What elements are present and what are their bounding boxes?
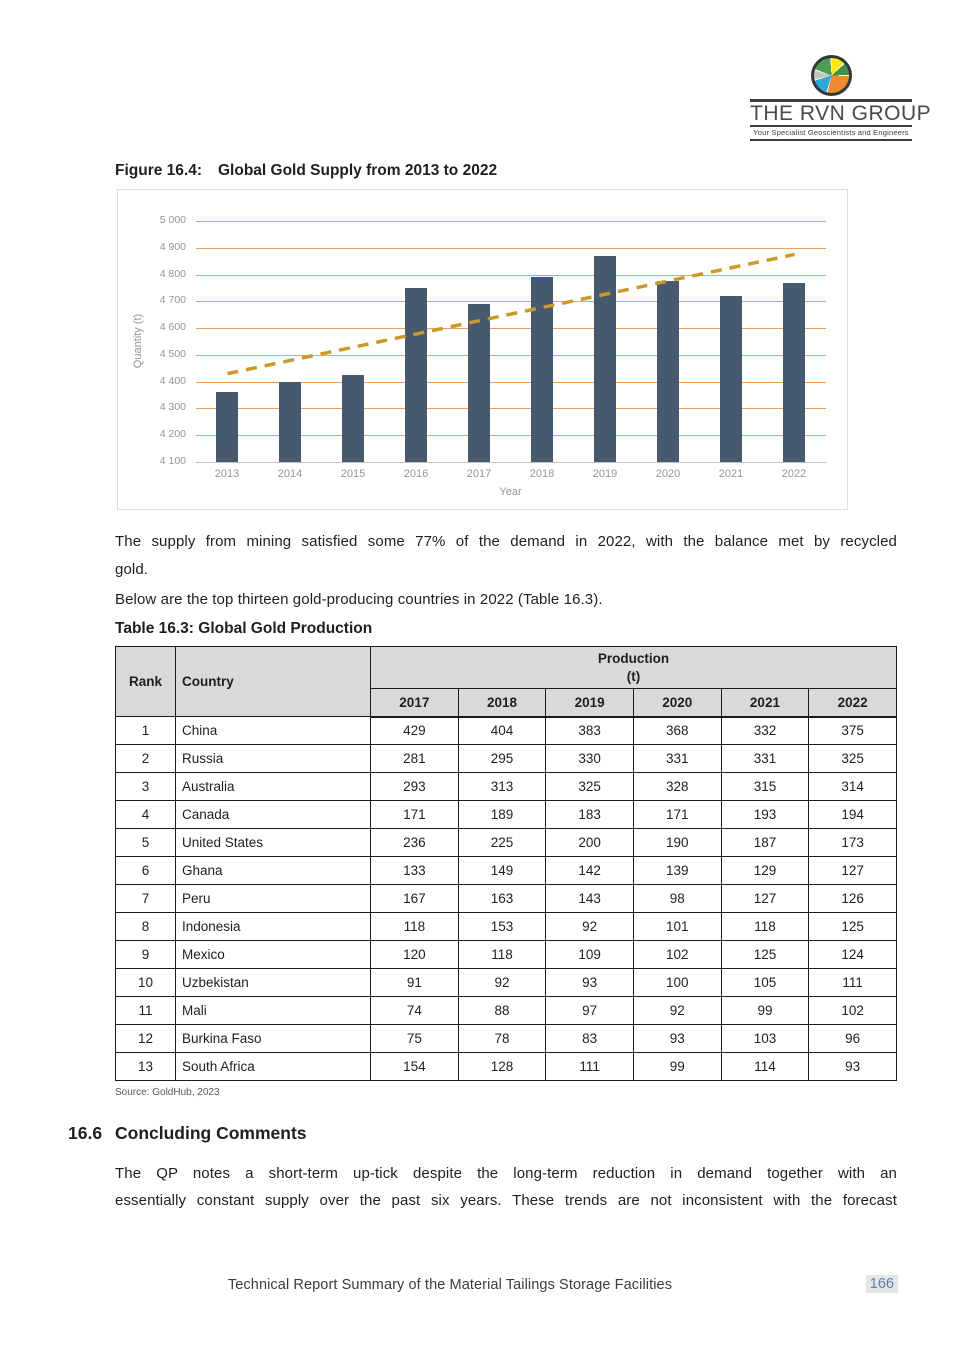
y-tick-label: 4 300: [159, 401, 186, 414]
country-cell: Indonesia: [176, 913, 371, 941]
value-cell: 193: [721, 801, 809, 829]
country-cell: China: [176, 717, 371, 745]
company-tagline: Your Specialist Geoscientists and Engineers: [753, 128, 909, 137]
x-tick-label: 2017: [466, 468, 492, 480]
table-source-note: Source: GoldHub, 2023: [115, 1087, 220, 1098]
header-year-2018: 2018: [458, 689, 546, 717]
header-production-label: Production: [597, 650, 670, 666]
value-cell: 236: [371, 829, 459, 857]
header-production-unit: (t): [626, 668, 641, 684]
y-tick-label: 4 500: [159, 347, 186, 360]
gold-production-table: [115, 646, 897, 1081]
country-cell: Russia: [176, 745, 371, 773]
value-cell: 295: [458, 745, 546, 773]
value-cell: 111: [546, 1053, 634, 1081]
value-cell: 125: [721, 941, 809, 969]
table-row: [116, 829, 897, 857]
rank-cell: 6: [116, 857, 176, 885]
y-tick-label: 4 700: [159, 294, 186, 307]
value-cell: 149: [458, 857, 546, 885]
table-row: [116, 997, 897, 1025]
value-cell: 127: [721, 885, 809, 913]
country-cell: Mali: [176, 997, 371, 1025]
value-cell: 143: [546, 885, 634, 913]
value-cell: 429: [371, 717, 459, 745]
rank-cell: 7: [116, 885, 176, 913]
value-cell: 100: [633, 969, 721, 997]
value-cell: 88: [458, 997, 546, 1025]
rank-cell: 12: [116, 1025, 176, 1053]
section-number: 16.6: [68, 1123, 103, 1143]
value-cell: 97: [546, 997, 634, 1025]
rank-cell: 8: [116, 913, 176, 941]
header-country: Country: [176, 647, 371, 717]
x-axis-title: Year: [499, 486, 522, 498]
paragraph-line: The QP notes a short-term up-tick despite the long-term reduction in demand together with an: [115, 1165, 897, 1182]
value-cell: 375: [809, 717, 897, 745]
value-cell: 83: [546, 1025, 634, 1053]
value-cell: 167: [371, 885, 459, 913]
value-cell: 404: [458, 717, 546, 745]
rank-cell: 13: [116, 1053, 176, 1081]
value-cell: 153: [458, 913, 546, 941]
value-cell: 92: [633, 997, 721, 1025]
value-cell: 99: [633, 1053, 721, 1081]
y-tick-label: 4 800: [159, 267, 186, 280]
value-cell: 98: [633, 885, 721, 913]
table-caption: Table 16.3: Global Gold Production: [115, 620, 373, 637]
value-cell: 118: [721, 913, 809, 941]
company-name: THE RVN GROUP: [750, 102, 932, 125]
x-tick-label: 2021: [718, 468, 744, 480]
value-cell: 127: [809, 857, 897, 885]
y-tick-label: 4 400: [159, 374, 186, 387]
page-footer: [0, 1277, 966, 1301]
value-cell: 92: [546, 913, 634, 941]
x-tick-label: 2020: [655, 468, 681, 480]
table-row: [116, 745, 897, 773]
value-cell: 93: [546, 969, 634, 997]
value-cell: 281: [371, 745, 459, 773]
value-cell: 92: [458, 969, 546, 997]
value-cell: 163: [458, 885, 546, 913]
value-cell: 102: [633, 941, 721, 969]
value-cell: 128: [458, 1053, 546, 1081]
rank-cell: 11: [116, 997, 176, 1025]
y-tick-label: 5 000: [159, 214, 186, 226]
table-row: [116, 913, 897, 941]
value-cell: 120: [371, 941, 459, 969]
x-tick-label: 2022: [781, 468, 807, 480]
value-cell: 93: [633, 1025, 721, 1053]
value-cell: 111: [809, 969, 897, 997]
value-cell: 330: [546, 745, 634, 773]
value-cell: 102: [809, 997, 897, 1025]
value-cell: 96: [809, 1025, 897, 1053]
rank-cell: 3: [116, 773, 176, 801]
trendline: [196, 221, 826, 462]
value-cell: 105: [721, 969, 809, 997]
value-cell: 74: [371, 997, 459, 1025]
y-tick-label: 4 600: [159, 321, 186, 334]
header-rank: Rank: [116, 647, 176, 717]
country-cell: South Africa: [176, 1053, 371, 1081]
gold-supply-bar-chart: [117, 189, 848, 510]
value-cell: 133: [371, 857, 459, 885]
company-logo: [750, 55, 932, 141]
value-cell: 314: [809, 773, 897, 801]
table-header-row: [116, 647, 897, 689]
table-row: [116, 941, 897, 969]
footer-title: Technical Report Summary of the Material Tailings Storage Facilities: [227, 1277, 673, 1293]
paragraph-concluding: [115, 1160, 897, 1214]
value-cell: 103: [721, 1025, 809, 1053]
rank-cell: 2: [116, 745, 176, 773]
value-cell: 91: [371, 969, 459, 997]
paragraph-line: gold.: [115, 561, 149, 578]
value-cell: 313: [458, 773, 546, 801]
value-cell: 368: [633, 717, 721, 745]
country-cell: Ghana: [176, 857, 371, 885]
x-tick-label: 2013: [214, 468, 240, 480]
header-year-2019: 2019: [546, 689, 634, 717]
value-cell: 189: [458, 801, 546, 829]
header-production: [371, 647, 897, 689]
table-row: [116, 969, 897, 997]
pie-logo-icon: [811, 55, 852, 96]
country-cell: Peru: [176, 885, 371, 913]
value-cell: 129: [721, 857, 809, 885]
value-cell: 200: [546, 829, 634, 857]
value-cell: 171: [371, 801, 459, 829]
header-year-2021: 2021: [721, 689, 809, 717]
page-number: 166: [866, 1275, 898, 1293]
y-tick-label: 4 200: [159, 428, 186, 441]
value-cell: 190: [633, 829, 721, 857]
y-tick-label: 4 100: [159, 455, 186, 467]
table-row: [116, 801, 897, 829]
value-cell: 315: [721, 773, 809, 801]
country-cell: Uzbekistan: [176, 969, 371, 997]
country-cell: Burkina Faso: [176, 1025, 371, 1053]
logo-divider: [750, 139, 912, 141]
value-cell: 93: [809, 1053, 897, 1081]
rank-cell: 4: [116, 801, 176, 829]
table-row: [116, 857, 897, 885]
value-cell: 173: [809, 829, 897, 857]
value-cell: 187: [721, 829, 809, 857]
country-cell: Mexico: [176, 941, 371, 969]
value-cell: 332: [721, 717, 809, 745]
figure-title: Global Gold Supply from 2013 to 2022: [218, 162, 498, 179]
value-cell: 328: [633, 773, 721, 801]
value-cell: 125: [809, 913, 897, 941]
x-axis-line: [196, 462, 826, 463]
value-cell: 171: [633, 801, 721, 829]
value-cell: 293: [371, 773, 459, 801]
value-cell: 99: [721, 997, 809, 1025]
value-cell: 118: [458, 941, 546, 969]
header-year-2020: 2020: [633, 689, 721, 717]
value-cell: 142: [546, 857, 634, 885]
value-cell: 118: [371, 913, 459, 941]
table-row: [116, 717, 897, 745]
rank-cell: 10: [116, 969, 176, 997]
value-cell: 78: [458, 1025, 546, 1053]
table-row: [116, 885, 897, 913]
table-row: [116, 1053, 897, 1081]
paragraph-intro-table: [115, 586, 897, 614]
header-year-2022: 2022: [809, 689, 897, 717]
value-cell: 126: [809, 885, 897, 913]
value-cell: 331: [633, 745, 721, 773]
value-cell: 331: [721, 745, 809, 773]
paragraph-line: Below are the top thirteen gold-producing countries in 2022 (Table 16.3).: [115, 591, 603, 608]
rank-cell: 5: [116, 829, 176, 857]
x-tick-label: 2018: [529, 468, 555, 480]
section-title: Concluding Comments: [115, 1123, 307, 1143]
rank-cell: 9: [116, 941, 176, 969]
value-cell: 154: [371, 1053, 459, 1081]
value-cell: 194: [809, 801, 897, 829]
value-cell: 101: [633, 913, 721, 941]
paragraph-line: essentially constant supply over the past six years. These trends are not inconsistent with the forecast: [115, 1192, 897, 1209]
value-cell: 383: [546, 717, 634, 745]
rank-cell: 1: [116, 717, 176, 745]
x-tick-label: 2016: [403, 468, 429, 480]
value-cell: 114: [721, 1053, 809, 1081]
y-tick-label: 4 900: [159, 240, 186, 253]
table-row: [116, 1025, 897, 1053]
x-tick-label: 2019: [592, 468, 618, 480]
figure-label: Figure 16.4:: [115, 162, 202, 179]
value-cell: 325: [809, 745, 897, 773]
country-cell: Australia: [176, 773, 371, 801]
value-cell: 139: [633, 857, 721, 885]
country-cell: Canada: [176, 801, 371, 829]
value-cell: 75: [371, 1025, 459, 1053]
figure-caption: [115, 162, 497, 180]
value-cell: 183: [546, 801, 634, 829]
value-cell: 124: [809, 941, 897, 969]
value-cell: 109: [546, 941, 634, 969]
table-row: [116, 773, 897, 801]
x-tick-label: 2015: [340, 468, 366, 480]
paragraph-supply: [115, 528, 897, 584]
x-tick-label: 2014: [277, 468, 303, 480]
value-cell: 225: [458, 829, 546, 857]
y-axis-title: Quantity (t): [132, 313, 144, 369]
header-year-2017: 2017: [371, 689, 459, 717]
paragraph-line: The supply from mining satisfied some 77% of the demand in 2022, with the balance met by recycled: [115, 533, 897, 550]
value-cell: 325: [546, 773, 634, 801]
country-cell: United States: [176, 829, 371, 857]
